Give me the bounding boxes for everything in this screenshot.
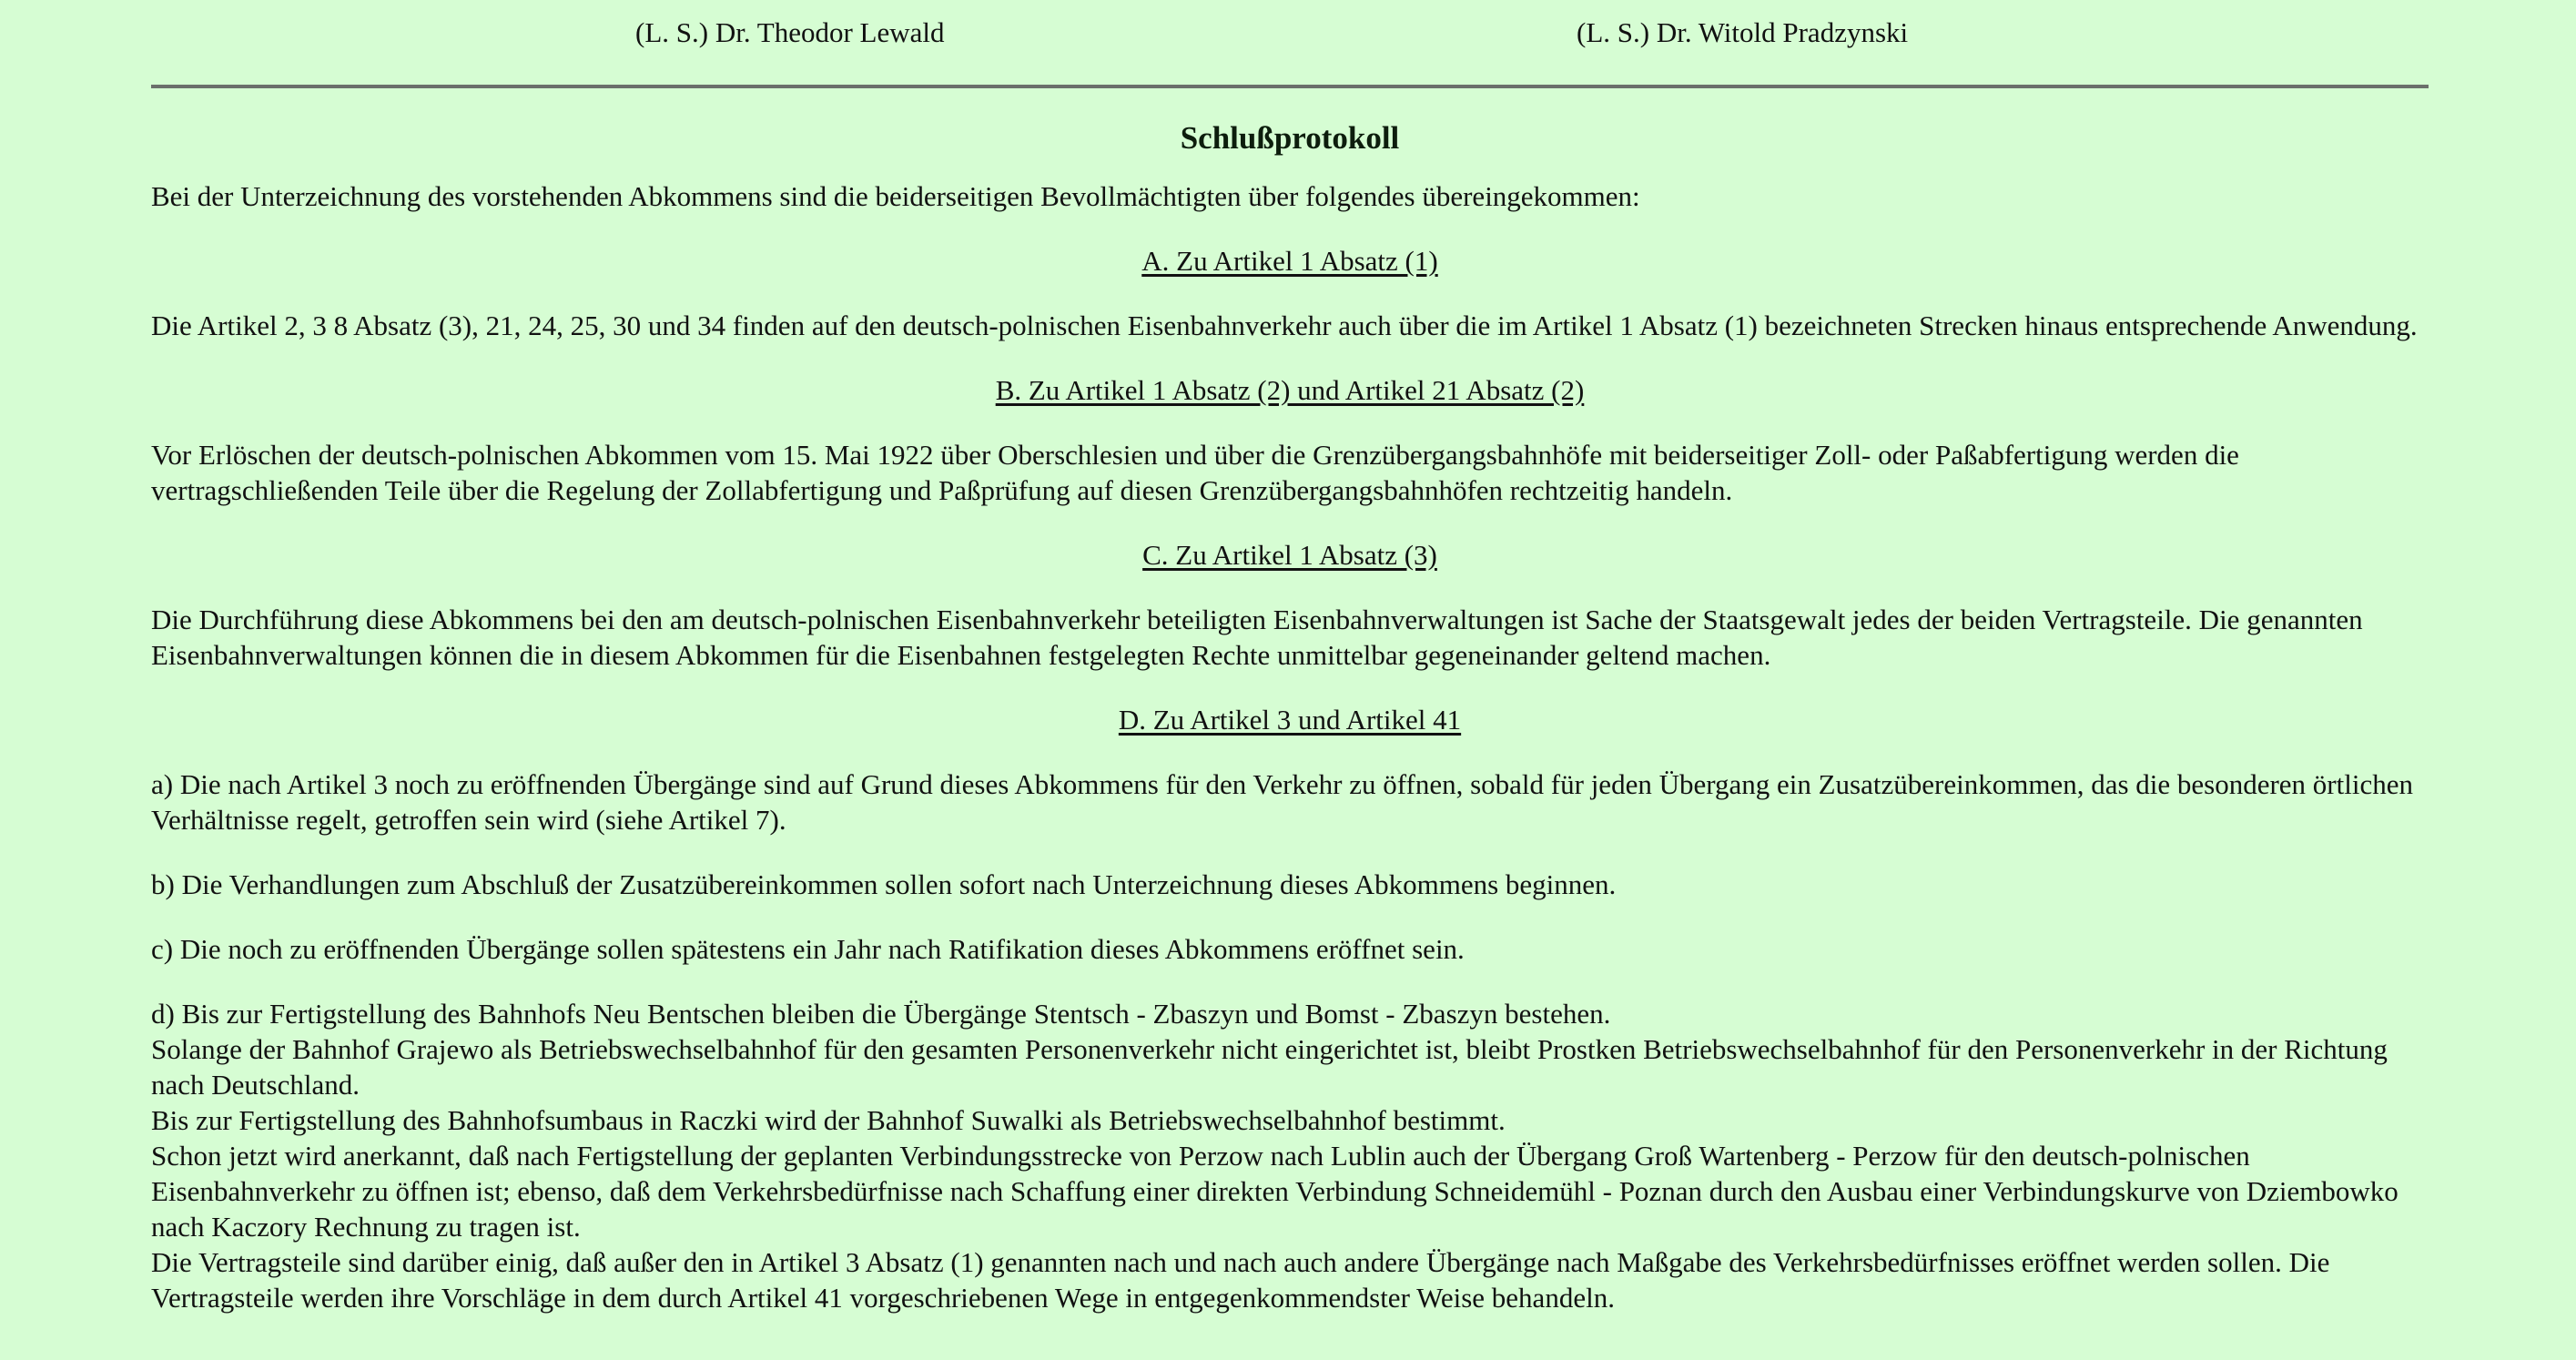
section-d-item-d-line: d) Bis zur Fertigstellung des Bahnhofs Neu Bentschen bleiben die Übergänge Stentsch - Zbaszyn und Bomst - Zbaszyn bestehen. — [151, 998, 1611, 1030]
section-b-paragraph: Vor Erlöschen der deutsch-polnischen Abkommen vom 15. Mai 1922 über Oberschlesien und über die Grenzübergangsbahnhöfe mit beiderseitiger Zoll- oder Paßabfertigung werden die vertragschließenden Teile über die Regelung der Zollabfertigung und Paßprüfung auf diesen Grenzübergangsbahnhöfen rechtzeitig handeln. — [151, 439, 2239, 506]
section-d-item-a: a) Die nach Artikel 3 noch zu eröffnenden Übergänge sind auf Grund dieses Abkommens für den Verkehr zu öffnen, sobald für jeden Übergang ein Zusatzübereinkommen, das die besonderen örtlichen Verhältnisse regelt, getroffen sein wird (siehe Artikel 7). — [151, 768, 2413, 836]
signature-left: (L. S.) Dr. Theodor Lewald — [635, 16, 945, 48]
section-heading-b: B. Zu Artikel 1 Absatz (2) und Artikel 21 Absatz (2) — [995, 374, 1585, 406]
section-heading-a: A. Zu Artikel 1 Absatz (1) — [1141, 245, 1438, 277]
section-d-item-b: b) Die Verhandlungen zum Abschluß der Zusatzübereinkommen sollen sofort nach Unterzeichnung dieses Abkommens beginnen. — [151, 868, 1617, 900]
section-d-item-d-line: Bis zur Fertigstellung des Bahnhofsumbaus in Raczki wird der Bahnhof Suwalki als Betriebswechselbahnhof bestimmt. — [151, 1104, 1506, 1136]
section-a-paragraph: Die Artikel 2, 3 8 Absatz (3), 21, 24, 25, 30 und 34 finden auf den deutsch-polnischen Eisenbahnverkehr auch über die im Artikel 1 Absatz (1) bezeichneten Strecken hinaus entsprechende Anwendung. — [151, 310, 2418, 341]
document-title: Schlußprotokoll — [1180, 120, 1400, 156]
section-heading-d: D. Zu Artikel 3 und Artikel 41 — [1118, 704, 1462, 736]
section-d-item-c: c) Die noch zu eröffnenden Übergänge sollen spätestens ein Jahr nach Ratifikation dieses Abkommens eröffnet sein. — [151, 933, 1465, 965]
signature-right: (L. S.) Dr. Witold Pradzynski — [1577, 16, 1909, 48]
section-heading-c: C. Zu Artikel 1 Absatz (3) — [1142, 539, 1437, 571]
section-d-item-d-line: Solange der Bahnhof Grajewo als Betriebswechselbahnhof für den gesamten Personenverkehr nicht eingerichtet ist, bleibt Prostken Betriebswechselbahnhof für den Personenverkehr in der Richtung nach Deutschland. — [151, 1033, 2388, 1101]
section-d-item-d-line: Schon jetzt wird anerkannt, daß nach Fertigstellung der geplanten Verbindungsstrecke von Perzow nach Lublin auch der Übergang Groß Wartenberg - Perzow für den deutsch-polnischen Eisenbahnverkehr zu öffnen ist; ebenso, daß dem Verkehrsbedürfnisse nach Schaffung einer direkten Verbindung Schneidemühl - Poznan durch den Ausbau einer Verbindungskurve von Dziembowko nach Kaczory Rechnung zu tragen ist. — [151, 1140, 2399, 1243]
horizontal-divider — [151, 85, 2429, 88]
intro-paragraph: Bei der Unterzeichnung des vorstehenden Abkommens sind die beiderseitigen Bevollmächtigten über folgendes übereingekommen: — [151, 180, 1640, 212]
section-c-paragraph: Die Durchführung diese Abkommens bei den am deutsch-polnischen Eisenbahnverkehr beteiligten Eisenbahnverwaltungen ist Sache der Staatsgewalt jedes der beiden Vertragsteile. Die genannten Eisenbahnverwaltungen können die in diesem Abkommen für die Eisenbahnen festgelegten Rechte unmittelbar gegeneinander geltend machen. — [151, 604, 2363, 671]
document-content — [151, 117, 2429, 1345]
signature-block — [151, 0, 2425, 64]
section-d-item-d-line: Die Vertragsteile sind darüber einig, daß außer den in Artikel 3 Absatz (1) genannten nach und nach auch andere Übergänge nach Maßgabe des Verkehrsbedürfnisses eröffnet werden sollen. Die Vertragsteile werden ihre Vorschläge in dem durch Artikel 41 vorgeschriebenen Wege in entgegenkommendster Weise behandeln. — [151, 1246, 2330, 1314]
section-d-item-d — [151, 996, 2429, 1315]
